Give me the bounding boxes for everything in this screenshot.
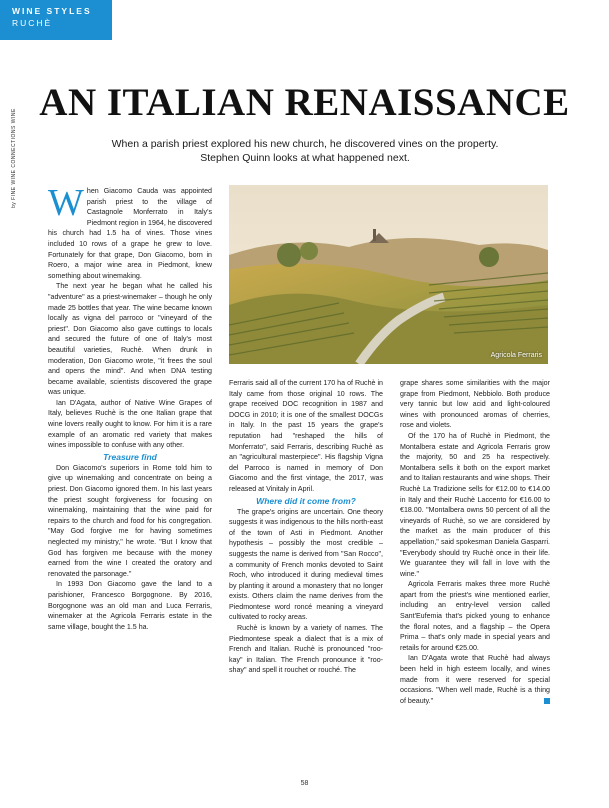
article-column-1 <box>48 182 212 632</box>
vineyard-illustration <box>229 185 548 364</box>
subheading: Treasure find <box>103 451 157 462</box>
vineyard-photo <box>229 185 548 364</box>
paragraph: Don Giacomo's superiors in Rome told him to give up winemaking and concentrate on being a priest. Don Giacomo ignored them. In his last years the priest sought forgiveness for focusing on winemaking, maintaining that the wine paid for repairs to the church and food for his congregation. "May God forgive me for having sometimes neglected my ministry," he wrote. "But I know that God has forgiven me because with the money earned from the wine I created the oratory and renovated the parsonage." <box>48 463 212 578</box>
paragraph: Ruchè is known by a variety of names. The Piedmontese speak a dialect that is a mix of French and Italian. Ruchè is pronounced "roo-kay" in Italian. The French pronounce it "roo-shay" and spell it rouchet or rouché. The <box>229 624 383 675</box>
paragraph: Ian D'Agata wrote that Ruchè had always been held in high esteem locally, and wines made from it were reserved for special occasions. "When well made, Ruchè is a thing of beauty." <box>400 654 550 705</box>
standfirst-line-1: When a parish priest explored his new church, he discovered vines on the property. <box>111 138 499 150</box>
section-title: WINE STYLES <box>12 6 92 16</box>
photo-credit: Agricola Ferraris <box>490 352 542 359</box>
section-subtitle: RUCHÈ <box>12 18 53 28</box>
paragraph: grape shares some similarities with the major grape from Piedmont, Nebbiolo. Both produce very tannic but low acid and light-coloured wines with pronounced aromas of cherries, rose and violets. <box>400 379 550 430</box>
drop-cap: W <box>48 182 84 224</box>
article-column-2 <box>229 378 383 676</box>
paragraph: The grape's origins are uncertain. One theory suggests it was indigenous to the hills north-east of the town of Asti in Piedmont. Another hypothesis – possibly the most credible – suggests the name is derived from "San Rocco", a community of French monks devoted to Saint Roch, who introduced it during medieval times by planting it around a monastery that no longer exists. Others claim the name derives from the Piedmontese word roncé meaning a vineyard cultivated to rocky areas. <box>229 507 383 622</box>
end-mark <box>544 698 550 704</box>
side-credit-text: by FINE WINE CONNECTIONS WINE <box>11 108 17 208</box>
subheading: Where did it come from? <box>256 495 356 506</box>
paragraph: The next year he began what he called his "adventure" as a priest-winemaker – though he only made 25 bottles that year. The wine became known locally as vigna del parroco or "vineyard of the priest". Don Giacomo also gave cuttings to locals and secured the future of one of Italy's most beautiful varieties, Ruchè. When drunk in moderation, Don Giacomo wrote, "it frees the soul and opens the mind". And when DNA testing became available, scientists discovered the grape was unique. <box>48 282 212 397</box>
paragraph: Ian D'Agata, author of Native Wine Grapes of Italy, believes Ruchè is the one Italian grape that wine lovers really ought to know. For him it is a rare example of an aromatic red variety that makes wines impossible to confuse with any other. <box>48 398 212 450</box>
paragraph: hen Giacomo Cauda was appointed parish priest to the village of Castagnole Monferrato in Italy's Piedmont region in 1964, he discovered his church had 1.5 ha of vines. Those vines included 10 rows of a grape he grew to love. Fortunately for that grape, Don Giacomo, born in Roero, a major wine area in Piedmont, knew something about winemaking. <box>48 187 212 280</box>
paragraph: Agricola Ferraris makes three more Ruchè apart from the priest's wine mentioned earlier, including an entry-level version called Sant'Eufemia that's picked young to enhance the floral notes, and a flagship – the Opera Prima – that's only made in special years and retails for around €25.00. <box>400 580 550 652</box>
paragraph: Ferraris said all of the current 170 ha of Ruchè in Italy came from those original 10 rows. The grape received DOC recognition in 1987 and DOCG in 2010; it is one of the smallest DOCGs in Italy. In the past 15 years the grape's reputation had "reshaped the hills of Monferrato", said Ferraris, describing Ruchè as an "agricultural masterpiece". His flagship Vigna del Parroco is named in memory of Don Giacomo and the first vintage, the 2017, was released at Vinitaly in April. <box>229 379 383 493</box>
section-tag <box>0 0 112 40</box>
paragraph: In 1993 Don Giacomo gave the land to a parishioner, Francesco Borgognone. By 2016, Borgognone was an old man and Luca Ferraris, winemaker at the Agricola Ferraris estate in the same village, bought the 1.5 ha. <box>48 580 212 631</box>
article-column-3 <box>400 378 550 706</box>
page-number: 58 <box>300 780 309 787</box>
standfirst <box>60 137 550 165</box>
headline: AN ITALIAN RENAISSANCE <box>39 81 570 124</box>
standfirst-line-2: Stephen Quinn looks at what happened next. <box>200 152 410 164</box>
paragraph: Of the 170 ha of Ruchè in Piedmont, the Montalbera estate and Agricola Ferraris grow the majority, 50 and 25 ha respectively. Montalbera sells it both on the export market and to Italian restaurants and wine shops. Their Ruchè La Tradizione sells for €12.00 to €14.00 in Italy and their Ruchè Laccento for €16.00 to €18.00. "Montalbera owns 50 percent of all the vineyards of Ruchè, so we are considered by the market as the main producer of this appellation," said spokesman Daniela Gasparri. "Everybody should try Ruchè once in their life. We guarantee they will fall in love with the wine." <box>400 431 550 578</box>
